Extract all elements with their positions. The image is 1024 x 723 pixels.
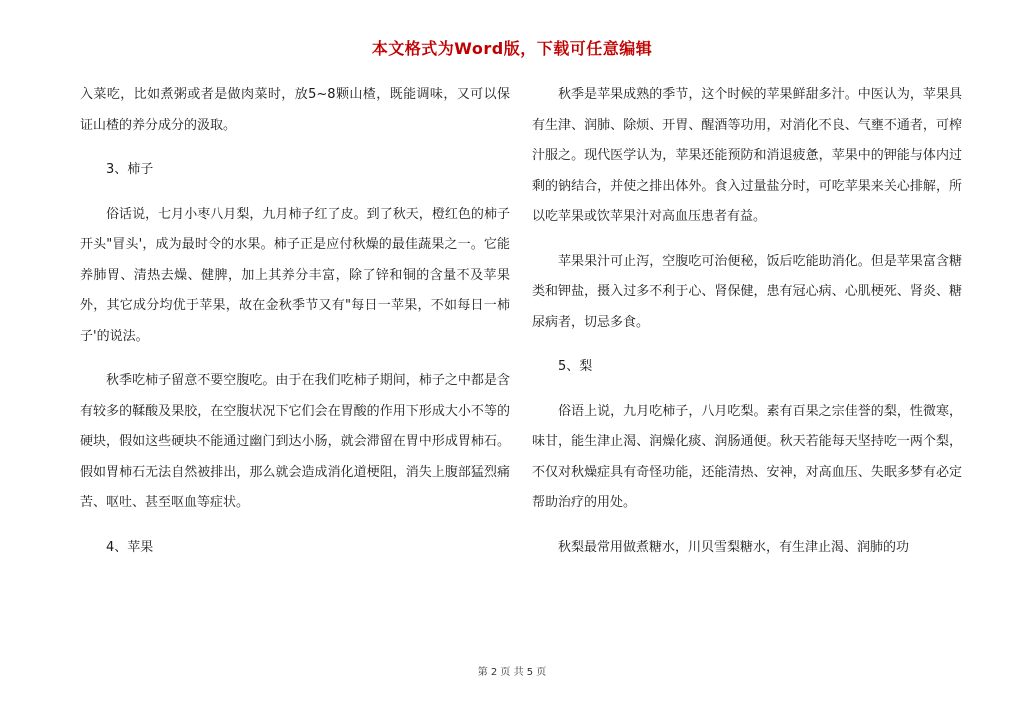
section-heading-persimmon: 3、柿子 [106, 162, 154, 177]
persimmon-paragraph-2: 秋季吃柿子留意不要空腹吃。由于在我们吃柿子期间，柿子之中都是含有较多的鞣酸及果胶，在空腹状况下它们会在胃酸的作用下形成大小不等的硬块，假如这些硬块不能通过幽门到达小肠，就会滞留在胃中形成胃柿石。假如胃柿石无法自然被排出，那么就会造成消化道梗阻，消失上腹部猛烈痛苦、呕吐、甚至呕血等症状。 [80, 373, 510, 510]
pear-paragraph-2: 秋梨最常用做煮糖水，川贝雪梨糖水，有生津止渴、润肺的功 [558, 539, 910, 555]
page-header-title: 本文格式为Word版，下载可任意编辑 [371, 39, 653, 58]
pear-paragraph-1: 俗语上说，九月吃柿子，八月吃梨。素有百果之宗佳誉的梨，性微寒，味甘，能生津止渴、润燥化痰、润肠通便。秋天若能每天坚持吃一两个梨，不仅对秋燥症具有奇怪功能，还能清热、安神，对高血压、失眠多梦有必定帮助治疗的用处。 [532, 403, 962, 510]
persimmon-paragraph-1: 俗话说，七月小枣八月梨，九月柿子红了皮。到了秋天，橙红色的柿子开头"冒头'，成为最时令的水果。柿子正是应付秋燥的最佳蔬果之一。它能养肺胃、清热去燥、健脾，加上其养分丰富，除了锌和铜的含量不及苹果外，其它成分均优于苹果，故在金秋季节又有"每日一苹果，不如每日一柿子'的说法。 [80, 206, 510, 344]
apple-paragraph-2: 苹果果汁可止泻，空腹吃可治便秘，饭后吃能助消化。但是苹果富含糖类和钾盐，摄入过多不利于心、肾保健，患有冠心病、心肌梗死、肾炎、糖尿病者，切忌多食。 [532, 253, 962, 330]
right-column [532, 80, 962, 563]
section-heading-pear: 5、梨 [558, 359, 593, 374]
section-heading-apple: 4、苹果 [106, 539, 154, 555]
page-number-footer: 第 2 页 共 5 页 [477, 667, 547, 678]
apple-paragraph-1: 秋季是苹果成熟的季节，这个时候的苹果鲜甜多汁。中医认为，苹果具有生津、润肺、除烦、开胃、醒酒等功用，对消化不良、气壅不通者，可榨汁服之。现代医学认为，苹果还能预防和消退疲惫，苹果中的钾能与体内过剩的钠结合，并使之排出体外。食入过量盐分时，可吃苹果来关心排解，所以吃苹果或饮苹果汁对高血压患者有益。 [532, 87, 962, 224]
left-column [80, 80, 510, 563]
continuation-paragraph: 入菜吃，比如煮粥或者是做肉菜时，放5~8颗山楂，既能调味，又可以保证山楂的养分成分的汲取。 [80, 87, 510, 133]
